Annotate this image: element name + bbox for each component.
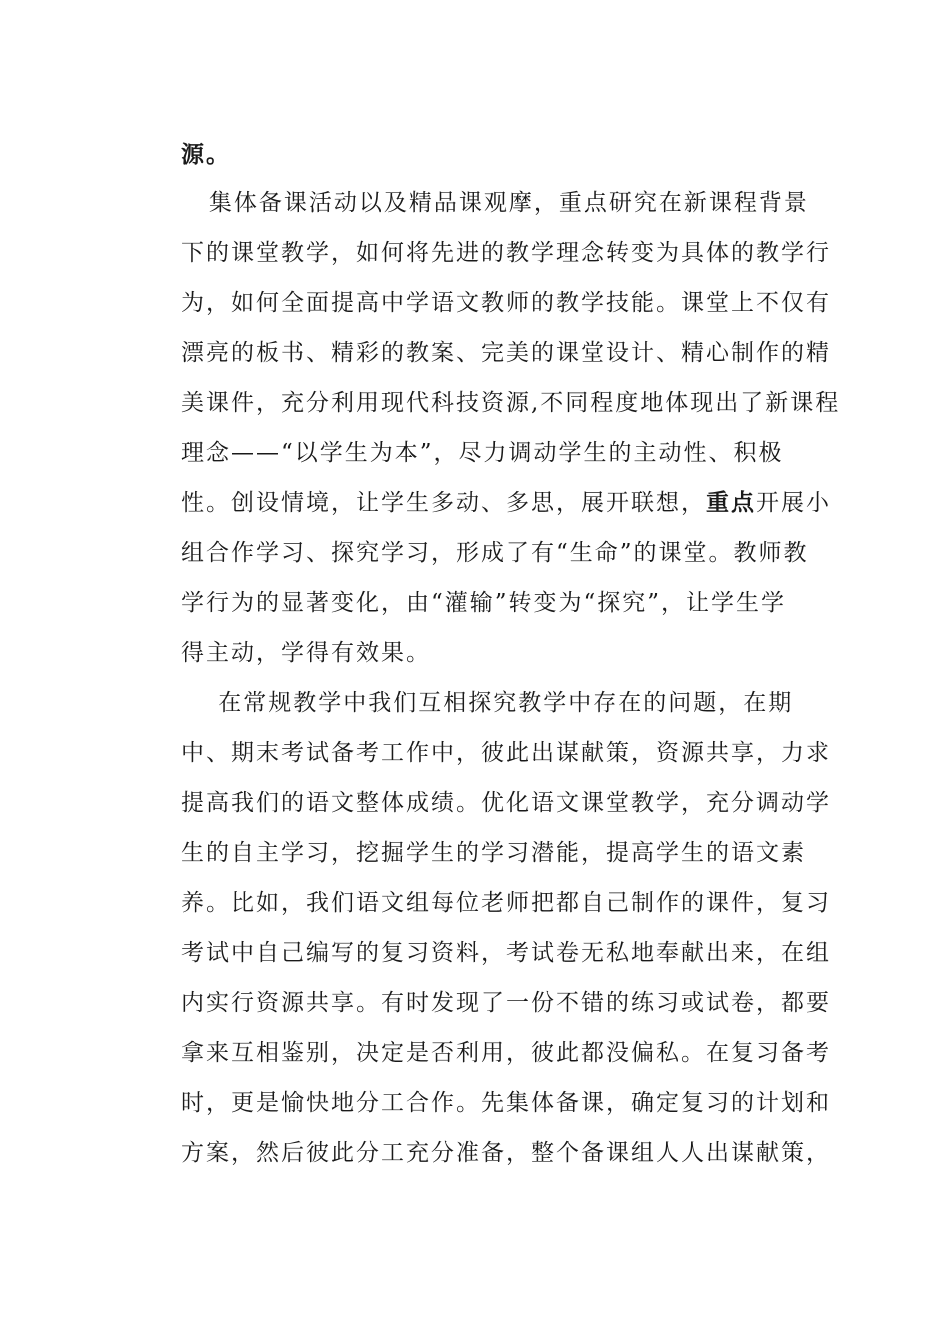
text-segment: 漂亮的板书、精彩的教案、完美的课堂设计、精心制作的精: [181, 340, 831, 366]
text-line: [181, 888, 831, 918]
text-line: [181, 238, 831, 268]
text-segment: 方案，然后彼此分工充分准备，整个备课组人人出谋献策，: [181, 1140, 831, 1166]
text-segment: 在常规教学中我们互相探究教学中存在的问题，在期: [181, 690, 794, 716]
text-segment: 内实行资源共享。有时发现了一份不错的练习或试卷，都要: [181, 990, 831, 1016]
text-line: [181, 988, 831, 1018]
bold-text: 重点: [706, 489, 756, 516]
text-segment: 组合作学习、探究学习，形成了有“生命”的课堂。教师教: [181, 540, 809, 566]
text-line: [181, 1088, 831, 1118]
text-line: [181, 338, 831, 368]
text-segment: 考试中自己编写的复习资料，考试卷无私地奉献出来，在组: [181, 940, 831, 966]
text-line: [181, 140, 781, 170]
text-line: [181, 938, 831, 968]
text-segment: 学行为的显著变化，由“灌输”转变为“探究”，让学生学: [181, 590, 787, 616]
text-line: [181, 838, 806, 868]
text-segment: 集体备课活动以及精品课观摩，重点研究在新课程背景: [181, 190, 809, 216]
text-segment: 理念——“以学生为本”，尽力调动学生的主动性、积极: [181, 440, 784, 466]
text-segment: 拿来互相鉴别，决定是否利用，彼此都没偏私。在复习备考: [181, 1040, 831, 1066]
text-line: [181, 738, 831, 768]
text-line: [181, 788, 831, 818]
text-segment: 生的自主学习，挖掘学生的学习潜能，提高学生的语文素: [181, 840, 806, 866]
text-segment: 得主动，学得有效果。: [181, 640, 431, 666]
text-segment: 时，更是愉快地分工合作。先集体备课，确定复习的计划和: [181, 1090, 831, 1116]
text-line: [181, 288, 831, 318]
text-segment: 下的课堂教学，如何将先进的教学理念转变为具体的教学行: [181, 240, 831, 266]
text-segment: 提高我们的语文整体成绩。优化语文课堂教学，充分调动学: [181, 790, 831, 816]
text-line: [181, 688, 794, 718]
text-segment: 中、期末考试备考工作中，彼此出谋献策，资源共享，力求: [181, 740, 831, 766]
text-line: [181, 388, 841, 418]
text-segment: 美课件，充分利用现代科技资源,不同程度地体现出了新课程: [181, 390, 841, 416]
bold-text: 源。: [181, 141, 231, 168]
text-line: [181, 188, 809, 218]
text-segment: 养。比如，我们语文组每位老师把都自己制作的课件，复习: [181, 890, 831, 916]
text-line: [181, 588, 787, 618]
text-segment: 为，如何全面提高中学语文教师的教学技能。课堂上不仅有: [181, 290, 831, 316]
text-line: [181, 1038, 831, 1068]
text-line: [181, 438, 784, 468]
text-line: [181, 488, 831, 518]
text-line: [181, 538, 809, 568]
text-line: [181, 1138, 831, 1168]
text-segment: 性。创设情境，让学生多动、多思，展开联想，: [181, 490, 706, 516]
text-segment: 开展小: [756, 490, 831, 516]
text-line: [181, 638, 781, 668]
